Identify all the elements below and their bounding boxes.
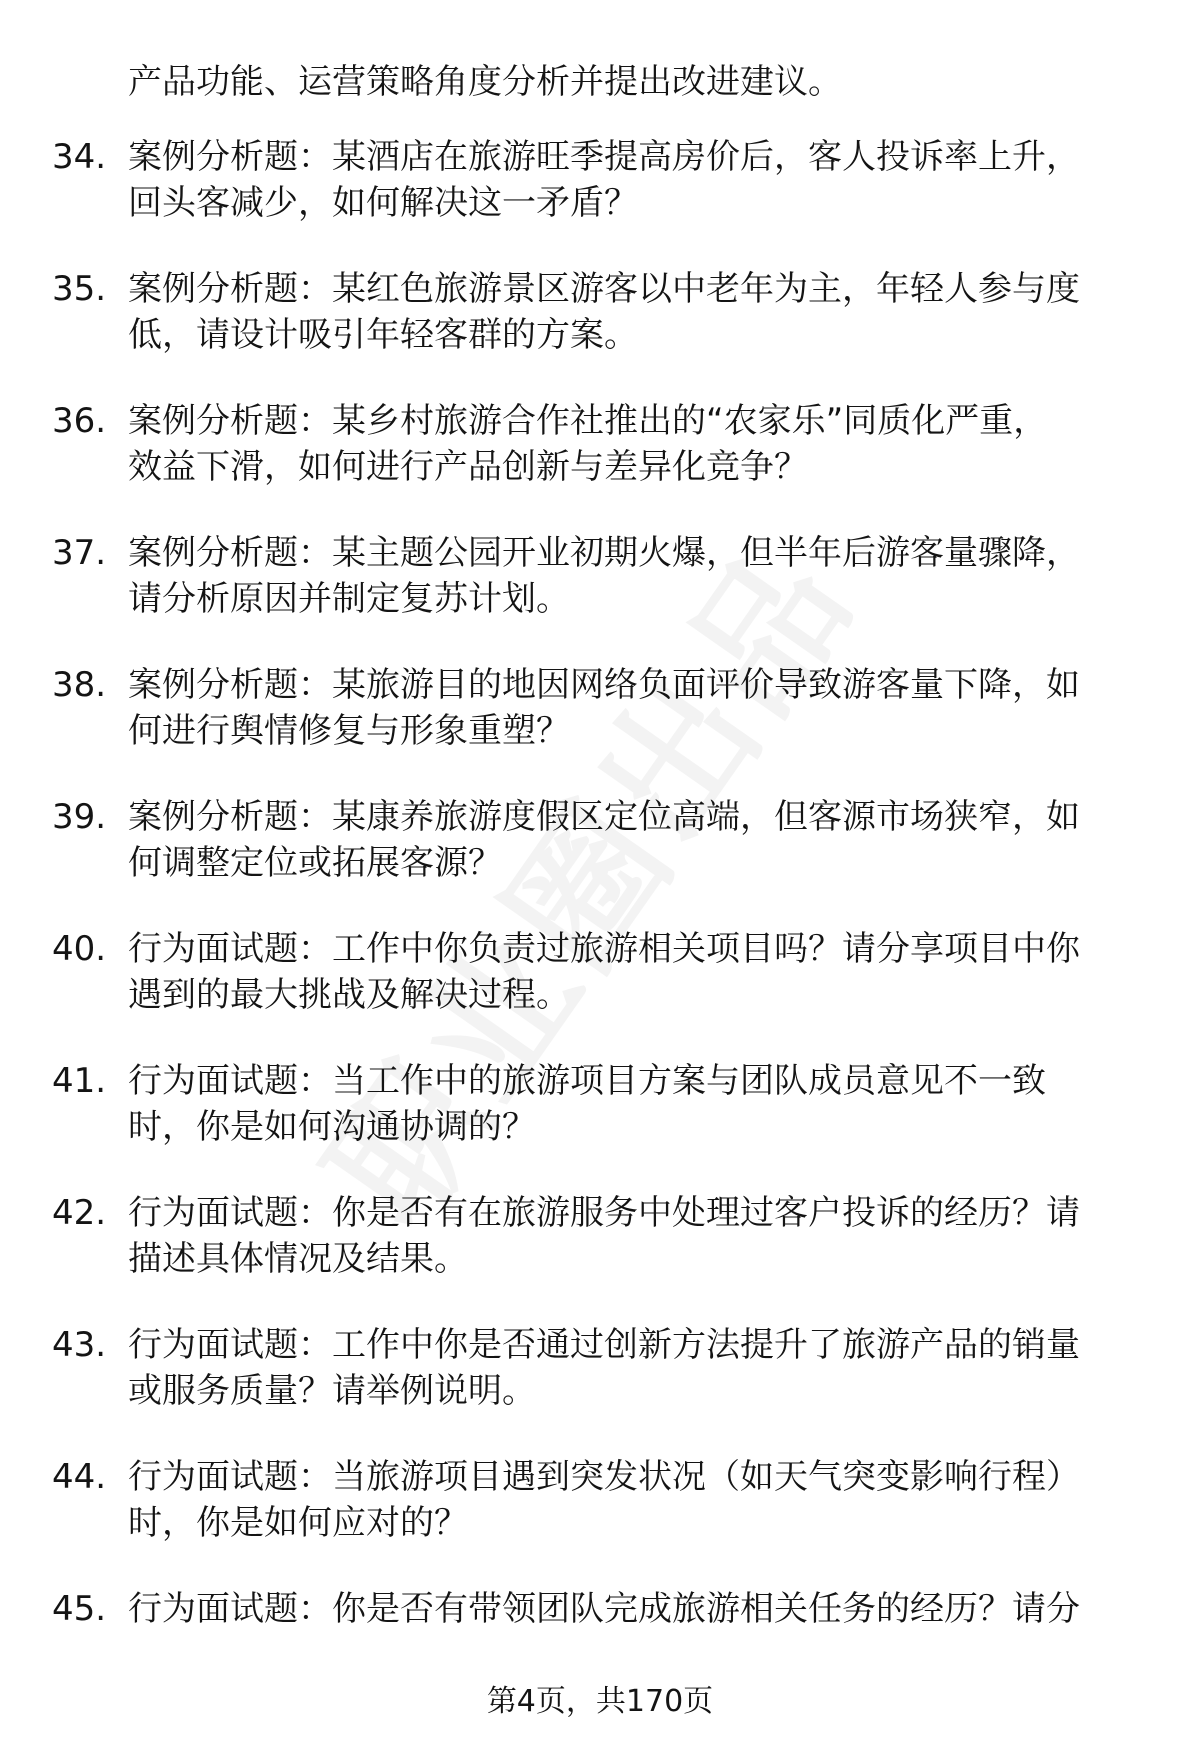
question-text-line: 案例分析题：某主题公园开业初期火爆，但半年后游客量骤降，	[128, 533, 1080, 573]
question-text-line: 行为面试题：你是否有带领团队完成旅游相关任务的经历？请分	[128, 1589, 1080, 1629]
question-text-line: 案例分析题：某康养旅游度假区定位高端，但客源市场狭窄，如	[128, 797, 1080, 837]
question-text-line: 行为面试题：工作中你是否通过创新方法提升了旅游产品的销量	[128, 1325, 1080, 1365]
question-item	[0, 661, 1200, 793]
question-number: 45.	[52, 1589, 107, 1629]
question-text-line: 描述具体情况及结果。	[128, 1239, 468, 1279]
question-text-line: 或服务质量？请举例说明。	[128, 1371, 536, 1411]
question-item	[0, 1453, 1200, 1585]
question-text-line: 何进行舆情修复与形象重塑？	[128, 711, 570, 751]
continuation-text: 产品功能、运营策略角度分析并提出改进建议。	[128, 62, 842, 102]
question-text-line: 回头客减少，如何解决这一矛盾？	[128, 183, 638, 223]
question-number: 34.	[52, 137, 107, 177]
question-text-line: 案例分析题：某红色旅游景区游客以中老年为主，年轻人参与度	[128, 269, 1080, 309]
question-text-line: 案例分析题：某乡村旅游合作社推出的“农家乐”同质化严重，	[128, 401, 1048, 441]
question-text-line: 案例分析题：某旅游目的地因网络负面评价导致游客量下降，如	[128, 665, 1080, 705]
question-number: 42.	[52, 1193, 107, 1233]
question-number: 36.	[52, 401, 107, 441]
question-number: 37.	[52, 533, 107, 573]
question-number: 38.	[52, 665, 107, 705]
question-number: 39.	[52, 797, 107, 837]
question-text-line: 低，请设计吸引年轻客群的方案。	[128, 315, 638, 355]
question-item	[0, 529, 1200, 661]
question-text-line: 行为面试题：工作中你负责过旅游相关项目吗？请分享项目中你	[128, 929, 1080, 969]
question-item	[0, 133, 1200, 265]
question-text-line: 何调整定位或拓展客源？	[128, 843, 502, 883]
question-item	[0, 397, 1200, 529]
question-number: 43.	[52, 1325, 107, 1365]
question-text-line: 行为面试题：当工作中的旅游项目方案与团队成员意见不一致	[128, 1061, 1046, 1101]
question-list	[0, 133, 1200, 1717]
question-text-line: 时，你是如何沟通协调的？	[128, 1107, 536, 1147]
question-item	[0, 925, 1200, 1057]
question-number: 41.	[52, 1061, 107, 1101]
question-text-line: 请分析原因并制定复苏计划。	[128, 579, 570, 619]
question-text-line: 案例分析题：某酒店在旅游旺季提高房价后，客人投诉率上升，	[128, 137, 1080, 177]
question-item	[0, 265, 1200, 397]
question-item	[0, 1057, 1200, 1189]
question-text-line: 时，你是如何应对的？	[128, 1503, 468, 1543]
question-text-line: 效益下滑，如何进行产品创新与差异化竞争？	[128, 447, 808, 487]
question-text-line: 遇到的最大挑战及解决过程。	[128, 975, 570, 1015]
question-number: 35.	[52, 269, 107, 309]
question-number: 44.	[52, 1457, 107, 1497]
question-text-line: 行为面试题：你是否有在旅游服务中处理过客户投诉的经历？请	[128, 1193, 1080, 1233]
question-item	[0, 793, 1200, 925]
question-item	[0, 1189, 1200, 1321]
question-number: 40.	[52, 929, 107, 969]
question-item	[0, 1321, 1200, 1453]
page-footer: 第4页，共170页	[486, 1684, 714, 1719]
question-text-line: 行为面试题：当旅游项目遇到突发状况（如天气突变影响行程）	[128, 1457, 1080, 1497]
